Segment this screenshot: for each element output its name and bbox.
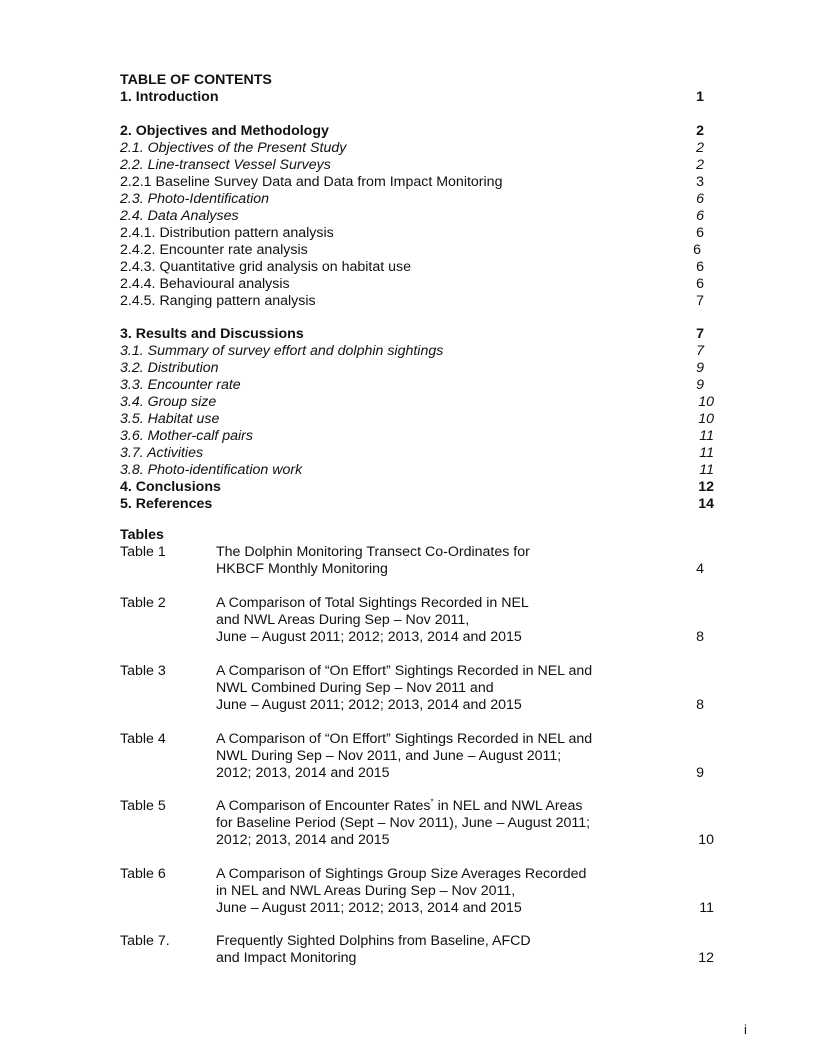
toc-title: TABLE OF CONTENTS <box>120 72 272 88</box>
table-caption-line: 2012; 2013, 2014 and 2015 <box>216 765 390 781</box>
toc-entry <box>120 259 714 276</box>
toc-entry-page: 11 <box>699 445 714 461</box>
table-entry <box>120 544 714 578</box>
toc-entry <box>120 479 714 496</box>
toc-entry <box>120 377 714 394</box>
toc-entry <box>120 343 714 360</box>
tables-heading: Tables <box>120 527 164 543</box>
table-caption-text: in NEL and NWL Areas <box>437 798 583 814</box>
toc-entry-text: 2.4.4. Behavioural analysis <box>120 276 290 292</box>
toc-entry-text: 2. Objectives and Methodology <box>120 123 329 139</box>
table-page: 10 <box>698 832 714 848</box>
table-caption-line: June – August 2011; 2012; 2013, 2014 and 2015 <box>216 697 522 713</box>
toc-entry <box>120 326 714 343</box>
toc-entry-text: 3.8. Photo-identification work <box>120 462 303 478</box>
toc-entry <box>120 293 714 310</box>
table-caption-line: Frequently Sighted Dolphins from Baseline, AFCD <box>216 933 531 949</box>
table-entry <box>120 663 714 714</box>
toc-entry-text: 3.2. Distribution <box>120 360 219 376</box>
toc-entry-page: 9 <box>696 360 704 376</box>
table-entry <box>120 866 714 917</box>
table-entry <box>120 731 714 782</box>
toc-entry <box>120 445 714 462</box>
table-caption-line: NWL During Sep – Nov 2011, and June – August 2011; <box>216 748 562 764</box>
table-page: 12 <box>698 950 714 966</box>
toc-entry-page: 11 <box>699 462 714 478</box>
table-caption-line: The Dolphin Monitoring Transect Co-Ordinates for <box>216 544 530 560</box>
table-page: 8 <box>696 697 704 713</box>
toc-entry-text: 2.4.3. Quantitative grid analysis on habitat use <box>120 259 412 275</box>
toc-entry-text: 5. References <box>120 496 213 512</box>
toc-entry <box>120 276 714 293</box>
table-label: Table 2 <box>120 595 166 611</box>
toc-entry-page: 7 <box>696 293 704 309</box>
toc-entry <box>120 411 714 428</box>
toc-entry-text: 1. Introduction <box>120 89 219 105</box>
toc-entry <box>120 394 714 411</box>
toc-entry-page: 2 <box>696 123 704 139</box>
table-caption-line: June – August 2011; 2012; 2013, 2014 and 2015 <box>216 629 522 645</box>
toc-entry <box>120 157 714 174</box>
toc-entry-text: 2.4.1. Distribution pattern analysis <box>120 225 334 241</box>
toc-entry <box>120 242 714 259</box>
table-caption-line: for Baseline Period (Sept – Nov 2011), June – August 2011; <box>216 815 591 831</box>
toc-entry-text: 2.2. Line-transect Vessel Surveys <box>120 157 331 173</box>
table-label: Table 6 <box>120 866 166 882</box>
table-page: 8 <box>696 629 704 645</box>
table-label: Table 7. <box>120 933 170 949</box>
toc-entry-page: 10 <box>698 411 714 427</box>
table-entry <box>120 933 714 967</box>
table-entry <box>120 798 714 849</box>
toc-entry-page: 6 <box>696 208 704 224</box>
table-caption-line: and Impact Monitoring <box>216 950 357 966</box>
toc-entry <box>120 428 714 445</box>
toc-entry-page: 12 <box>698 479 714 495</box>
table-caption-line: A Comparison of Total Sightings Recorded in NEL <box>216 595 529 611</box>
toc-entry-text: 3. Results and Discussions <box>120 326 304 342</box>
table-caption-line: 2012; 2013, 2014 and 2015 <box>216 832 390 848</box>
toc-entry-page: 6 <box>696 276 704 292</box>
toc-entry-text: 2.2.1 Baseline Survey Data and Data from Impact Monitoring <box>120 174 503 190</box>
toc-entry-page: 9 <box>696 377 704 393</box>
toc-entry-text: 2.3. Photo-Identification <box>120 191 270 207</box>
table-entry <box>120 595 714 646</box>
toc-entry-page: 2 <box>696 157 704 173</box>
toc-entry-page: 6 <box>696 225 704 241</box>
table-page: 4 <box>696 561 704 577</box>
toc-entry-text: 3.3. Encounter rate <box>120 377 241 393</box>
toc-entry-page: 6 <box>696 191 704 207</box>
toc-entry <box>120 208 714 225</box>
toc-entry-text: 3.5. Habitat use <box>120 411 220 427</box>
table-label: Table 1 <box>120 544 166 560</box>
toc-entry-page: 1 <box>696 89 704 105</box>
toc-entry <box>120 225 714 242</box>
table-caption-line: A Comparison of Sightings Group Size Averages Recorded <box>216 866 587 882</box>
toc-entry-page: 11 <box>699 428 714 444</box>
table-caption-line: A Comparison of “On Effort” Sightings Recorded in NEL and <box>216 731 593 747</box>
toc-entry-text: 2.4.2. Encounter rate analysis <box>120 242 308 258</box>
toc-entry-page: 6 <box>696 259 704 275</box>
toc-entry <box>120 191 714 208</box>
toc-entry-text: 3.6. Mother-calf pairs <box>120 428 254 444</box>
table-page: 9 <box>696 765 704 781</box>
toc-entry-page: 3 <box>696 174 704 190</box>
toc-entry-page: 6 <box>693 242 701 258</box>
table-caption-line: and NWL Areas During Sep – Nov 2011, <box>216 612 470 628</box>
toc-entry-text: 2.1. Objectives of the Present Study <box>120 140 347 156</box>
toc-entry <box>120 123 714 140</box>
footnote-marker: * <box>430 797 434 807</box>
toc-entry-page: 7 <box>696 343 704 359</box>
toc-entry-page: 10 <box>698 394 714 410</box>
toc-entry-text: 2.4.5. Ranging pattern analysis <box>120 293 316 309</box>
page-number: i <box>744 1022 747 1037</box>
toc-entry-text: 4. Conclusions <box>120 479 221 495</box>
table-caption-line <box>216 798 582 815</box>
toc-entry-page: 2 <box>696 140 704 156</box>
toc-entry <box>120 89 714 106</box>
table-caption-line: A Comparison of “On Effort” Sightings Recorded in NEL and <box>216 663 593 679</box>
toc-entry-page: 14 <box>698 496 714 512</box>
toc-entry <box>120 174 714 191</box>
toc-entry-page: 7 <box>696 326 704 342</box>
toc-entry <box>120 360 714 377</box>
toc-entry-text: 3.1. Summary of survey effort and dolphin sightings <box>120 343 444 359</box>
table-page: 11 <box>699 900 714 916</box>
table-label: Table 3 <box>120 663 166 679</box>
toc-entry-text: 2.4. Data Analyses <box>120 208 239 224</box>
table-caption-line: HKBCF Monthly Monitoring <box>216 561 388 577</box>
table-label: Table 5 <box>120 798 166 814</box>
toc-entry <box>120 496 714 513</box>
table-caption-line: in NEL and NWL Areas During Sep – Nov 2011, <box>216 883 516 899</box>
toc-entry-text: 3.4. Group size <box>120 394 217 410</box>
table-caption-line: NWL Combined During Sep – Nov 2011 and <box>216 680 494 696</box>
toc-entry <box>120 462 714 479</box>
table-caption-line: June – August 2011; 2012; 2013, 2014 and 2015 <box>216 900 522 916</box>
table-label: Table 4 <box>120 731 166 747</box>
toc-entry-text: 3.7. Activities <box>120 445 204 461</box>
table-caption-text: A Comparison of Encounter Rates <box>216 798 431 814</box>
toc-entry <box>120 140 714 157</box>
